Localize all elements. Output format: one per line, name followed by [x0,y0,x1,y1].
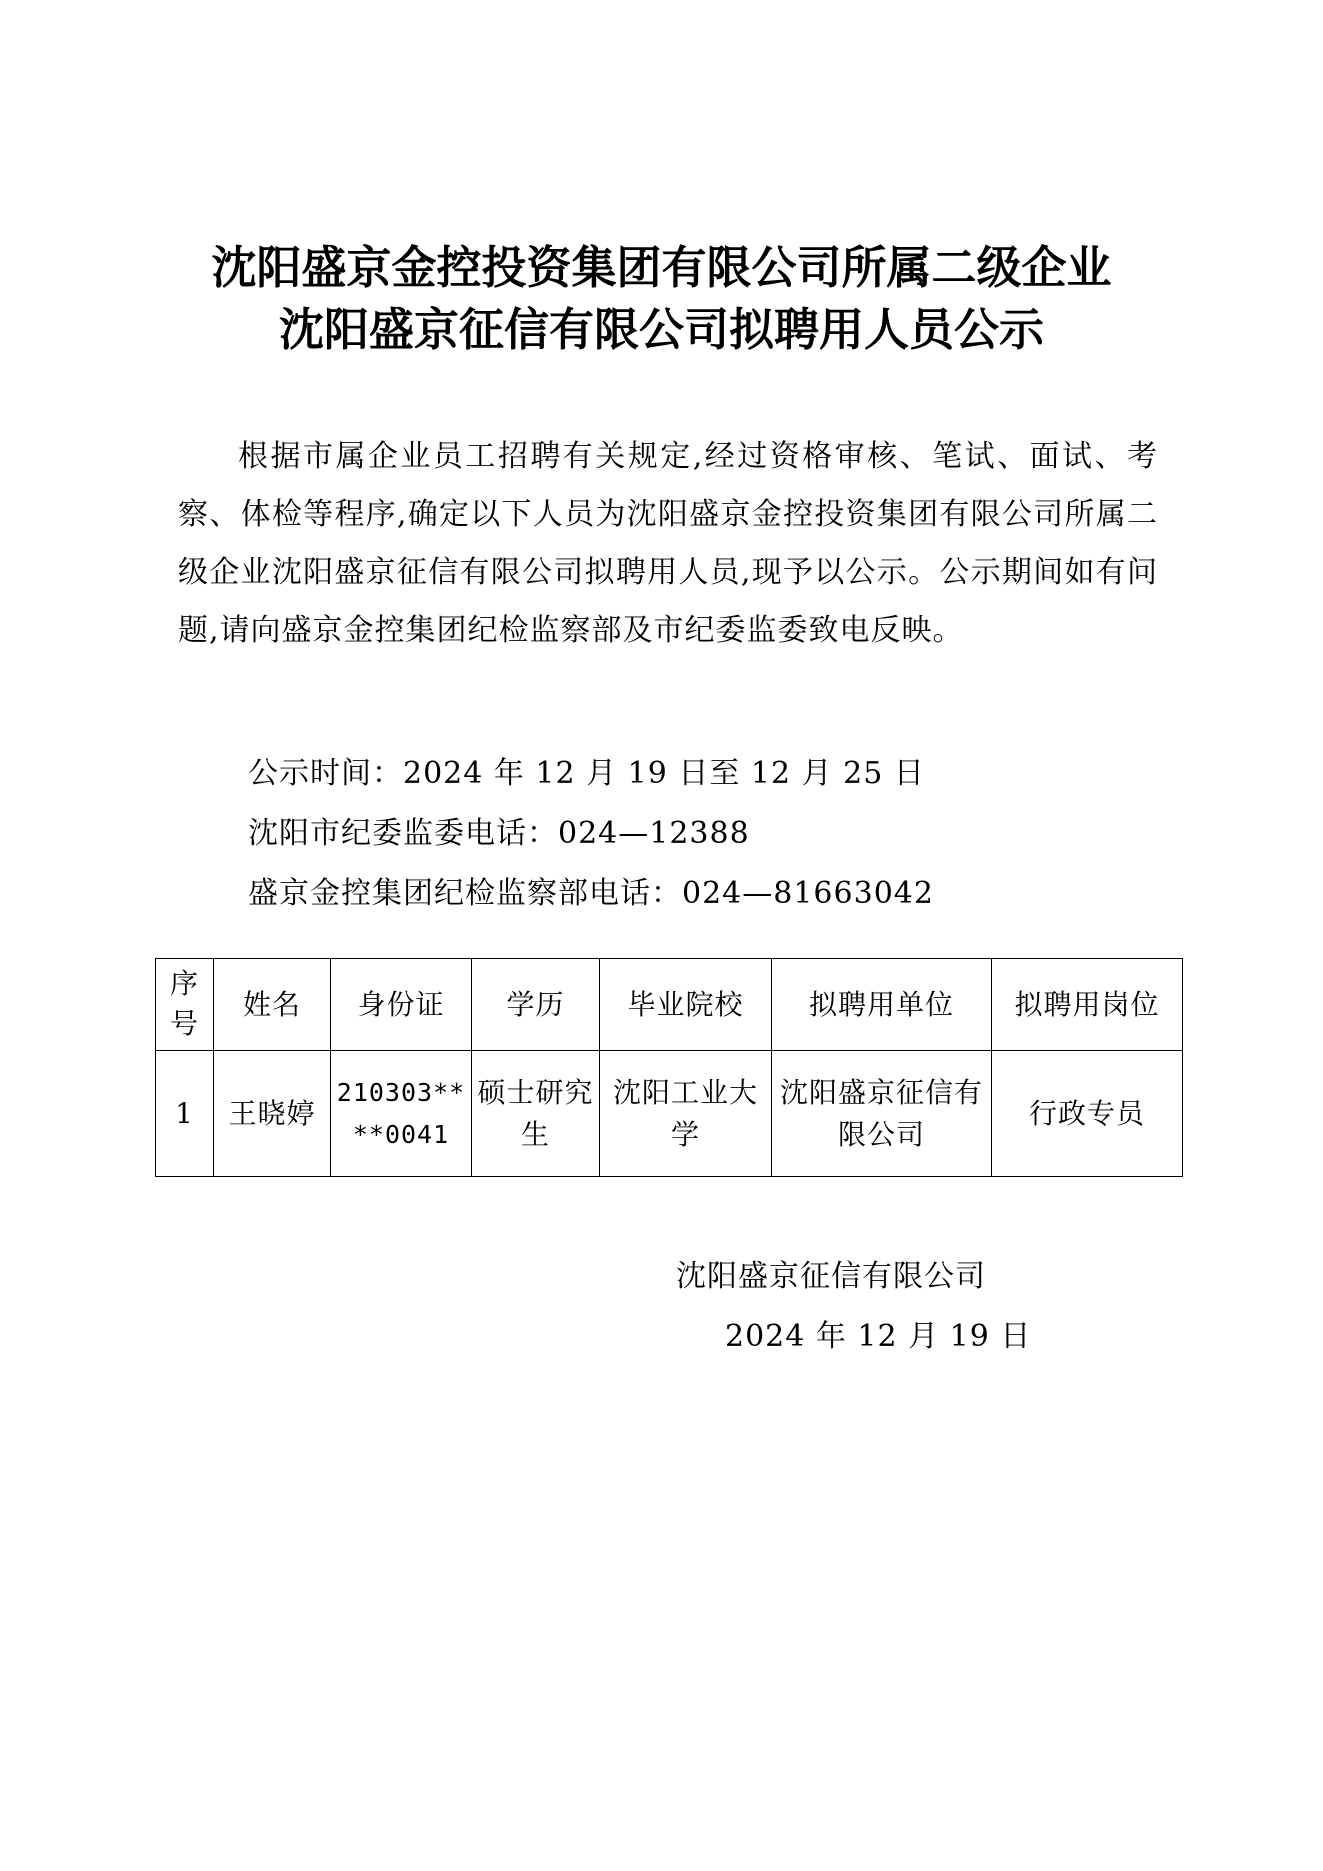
cell-education: 硕士研究生 [472,1051,600,1177]
header-unit: 拟聘用单位 [772,959,992,1051]
header-seq-label: 序号 [169,967,199,1040]
signature-company: 沈阳盛京征信有限公司 [676,1259,986,1294]
header-name: 姓名 [214,959,331,1051]
announcement-paragraph: 根据市属企业员工招聘有关规定,经过资格审核、笔试、面试、考察、体检等程序,确定以下人员为沈阳盛京金控投资集团有限公司所属二级企业沈阳盛京征信有限公司拟聘用人员,现予以公示。公示期间如有问题,请向盛京金控集团纪检监察部及市纪委监委致电反映。 [178,439,1158,648]
cell-post: 行政专员 [992,1051,1183,1177]
cell-seq: 1 [156,1051,214,1177]
signature-date: 2024 年 12 月 19 日 [725,1319,1032,1354]
cell-id: 210303****0041 [331,1051,472,1177]
publicity-period: 公示时间：2024 年 12 月 19 日至 12 月 25 日 [248,756,925,791]
table-row [156,1051,1183,1177]
header-school: 毕业院校 [600,959,772,1051]
table-header-row [156,959,1183,1051]
candidate-table [155,958,1183,1177]
cell-name: 王晓婷 [214,1051,331,1177]
cell-school: 沈阳工业大学 [600,1051,772,1177]
header-seq [156,959,214,1051]
city-discipline-phone: 沈阳市纪委监委电话：024—12388 [248,816,750,851]
header-post: 拟聘用岗位 [992,959,1183,1051]
group-discipline-phone: 盛京金控集团纪检监察部电话：024—81663042 [248,876,934,911]
page-title-line2: 沈阳盛京征信有限公司拟聘用人员公示 [278,303,1044,356]
page-title-line1: 沈阳盛京金控投资集团有限公司所属二级企业 [211,241,1112,294]
header-education: 学历 [472,959,600,1051]
cell-unit: 沈阳盛京征信有限公司 [772,1051,992,1177]
header-id: 身份证 [331,959,472,1051]
